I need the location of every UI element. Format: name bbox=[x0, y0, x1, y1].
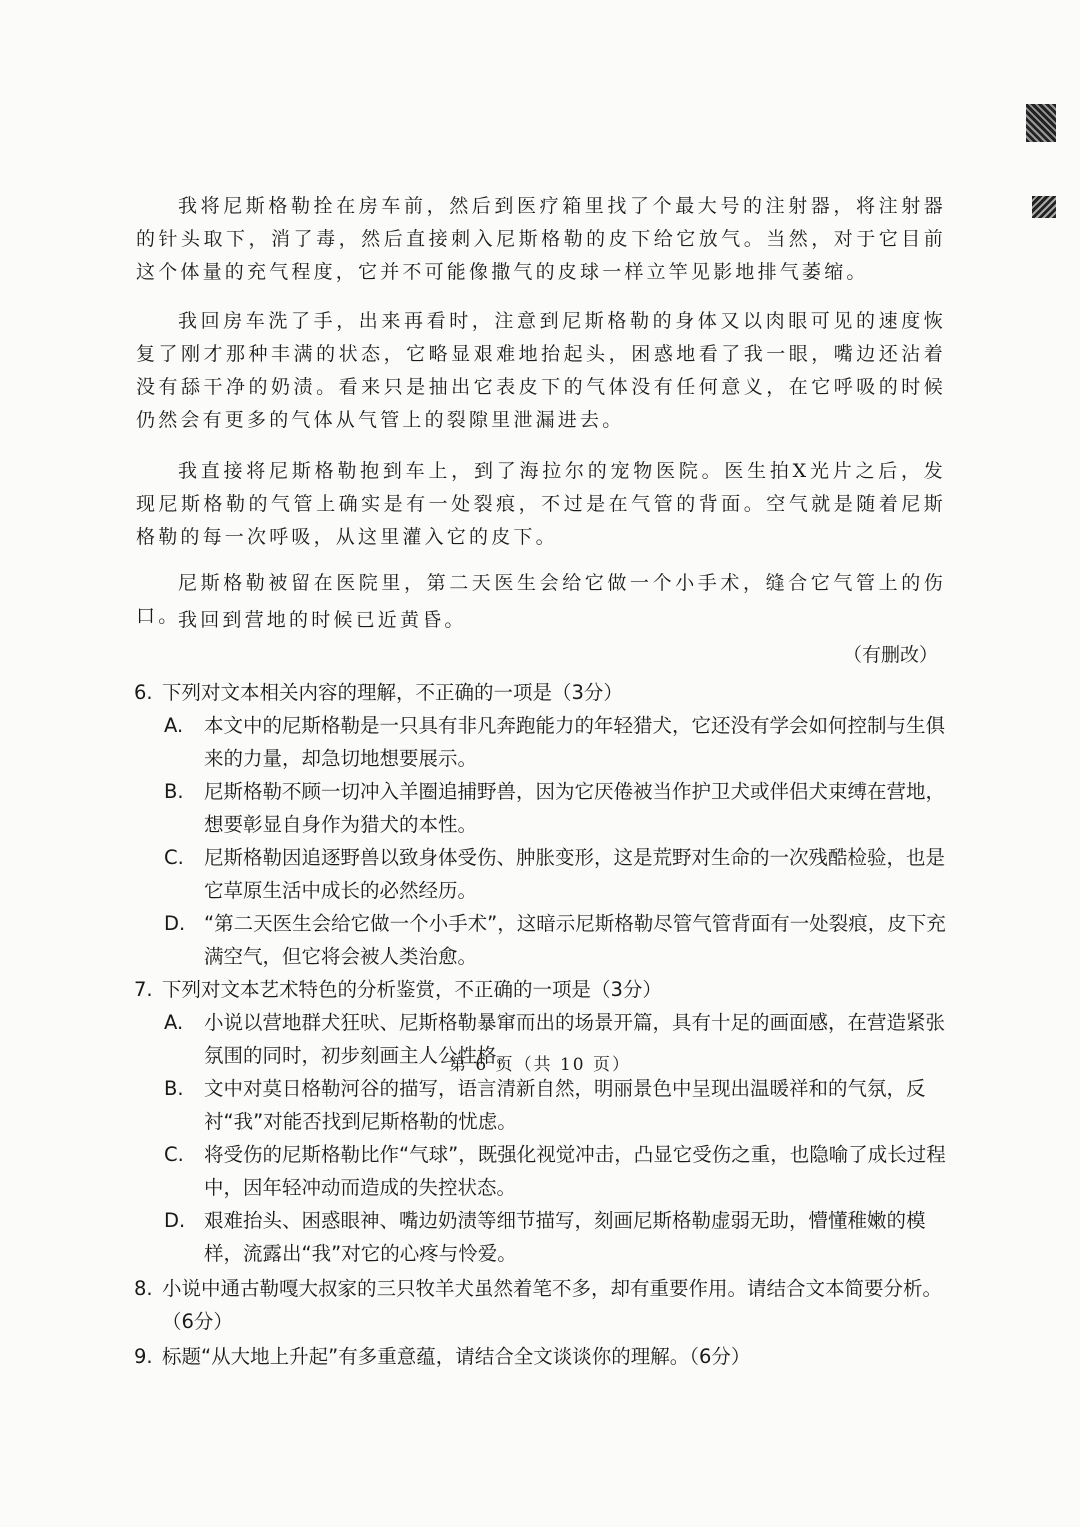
question-stem: 小说中通古勒嘎大叔家的三只牧羊犬虽然着笔不多，却有重要作用。请结合文本简要分析。（6分） bbox=[162, 1277, 943, 1333]
question-number: 9. bbox=[134, 1345, 153, 1368]
story-paragraph-2: 我回房车洗了手，出来再看时，注意到尼斯格勒的身体又以肉眼可见的速度恢复了刚才那种丰满的状态，它略显艰难地抬起头，困惑地看了我一眼，嘴边还沾着没有舔干净的奶渍。看来只是抽出它表皮下的气体没有任何意义，在它呼吸的时候仍然会有更多的气体从气管上的裂隙里泄漏进去。 bbox=[136, 310, 946, 431]
question-9 bbox=[134, 1340, 946, 1373]
question-number: 8. bbox=[134, 1277, 153, 1300]
question-6-option-d[interactable]: D. “第二天医生会给它做一个小手术”，这暗示尼斯格勒尽管气管背面有一处裂痕，皮下充满空气，但它将会被人类治愈。 bbox=[164, 912, 946, 968]
question-stem: 下列对文本相关内容的理解，不正确的一项是（3分） bbox=[162, 681, 623, 704]
question-stem: 下列对文本艺术特色的分析鉴赏，不正确的一项是（3分） bbox=[162, 978, 662, 1001]
qr-code-icon bbox=[1026, 104, 1056, 142]
page-footer: 第 6 页（共 10 页） bbox=[448, 1055, 632, 1075]
question-7-option-d[interactable]: D. 艰难抬头、困惑眼神、嘴边奶渍等细节描写，刻画尼斯格勒虚弱无助，懵懂稚嫩的模样，流露出“我”对它的心疼与怜爱。 bbox=[164, 1209, 926, 1265]
question-number: 6. bbox=[134, 681, 153, 704]
question-6-option-a[interactable]: A. 本文中的尼斯格勒是一只具有非凡奔跑能力的年轻猎犬，它还没有学会如何控制与生俱来的力量，却急切地想要展示。 bbox=[164, 714, 946, 770]
question-7-option-c[interactable]: C. 将受伤的尼斯格勒比作“气球”，既强化视觉冲击，凸显它受伤之重，也隐喻了成长过程中，因年轻冲动而造成的失控状态。 bbox=[164, 1143, 946, 1199]
story-paragraph-4: 尼斯格勒被留在医院里，第二天医生会给它做一个小手术，缝合它气管上的伤口。 bbox=[136, 572, 946, 627]
qr-code-small-icon bbox=[1032, 196, 1056, 218]
question-number: 7. bbox=[134, 978, 153, 1001]
question-6 bbox=[134, 676, 946, 709]
story-paragraph-5: 我回到营地的时候已近黄昏。 bbox=[178, 609, 467, 631]
story-paragraph-1: 我将尼斯格勒拴在房车前，然后到医疗箱里找了个最大号的注射器，将注射器的针头取下，消了毒，然后直接刺入尼斯格勒的皮下给它放气。当然，对于它目前这个体量的充气程度，它并不可能像撒气的皮球一样立竿见影地排气萎缩。 bbox=[136, 195, 946, 283]
question-8 bbox=[134, 1272, 946, 1338]
question-7-option-a[interactable]: A. 小说以营地群犬狂吠、尼斯格勒暴窜而出的场景开篇，具有十足的画面感，在营造紧张氛围的同时，初步刻画主人公性格。 bbox=[164, 1011, 946, 1067]
question-7 bbox=[134, 973, 946, 1006]
story-paragraph-3: 我直接将尼斯格勒抱到车上，到了海拉尔的宠物医院。医生拍X光片之后，发现尼斯格勒的气管上确实是有一处裂痕，不过是在气管的背面。空气就是随着尼斯格勒的每一次呼吸，从这里灌入它的皮下。 bbox=[136, 460, 946, 548]
question-6-option-c[interactable]: C. 尼斯格勒因追逐野兽以致身体受伤、肿胀变形，这是荒野对生命的一次残酷检验，也是它草原生活中成长的必然经历。 bbox=[164, 846, 946, 902]
question-stem: 标题“从大地上升起”有多重意蕴，请结合全文谈谈你的理解。（6分） bbox=[162, 1345, 751, 1368]
source-credit: （有删改） bbox=[842, 644, 938, 666]
question-6-option-b[interactable]: B. 尼斯格勒不顾一切冲入羊圈追捕野兽，因为它厌倦被当作护卫犬或伴侣犬束缚在营地，想要彰显自身作为猎犬的本性。 bbox=[164, 780, 946, 836]
question-7-option-b[interactable]: B. 文中对莫日格勒河谷的描写，语言清新自然，明丽景色中呈现出温暖祥和的气氛，反衬“我”对能否找到尼斯格勒的忧虑。 bbox=[164, 1077, 926, 1133]
